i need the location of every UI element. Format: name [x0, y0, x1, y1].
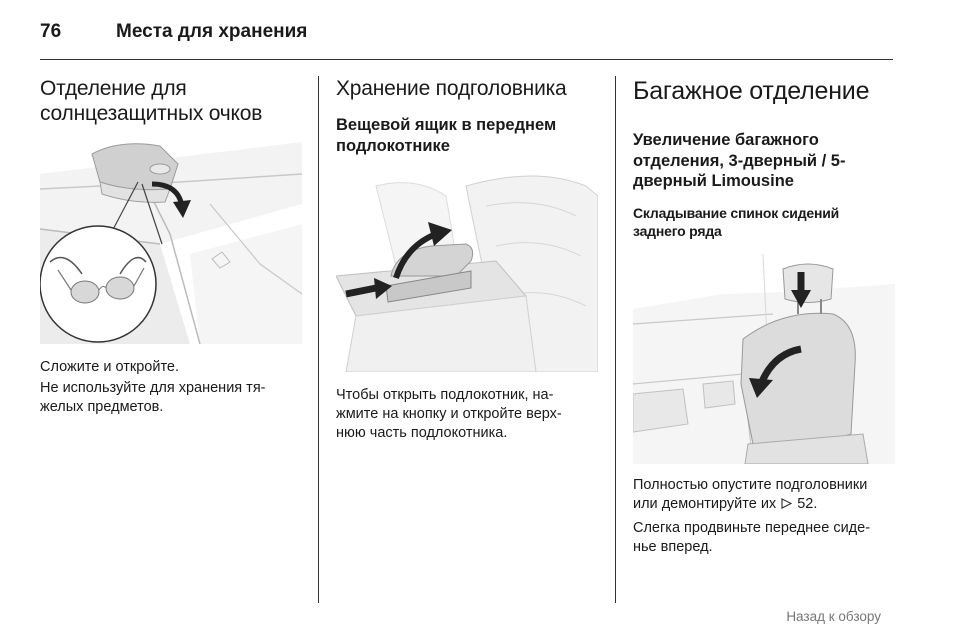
instruction-text: Сложите и откройте.	[40, 359, 180, 375]
instruction-text-line: Чтобы открыть подлокотник, на-	[336, 387, 554, 403]
section-heading-luggage: Багажное отделение	[633, 77, 870, 105]
subheading-armrest-box: Вещевой ящик в переднем подлокотнике	[336, 116, 557, 155]
instruction-text-part: или демонтируйте их	[633, 495, 777, 512]
page-number: 76	[40, 21, 62, 42]
column-divider-2	[615, 76, 616, 603]
section-heading-sunglasses: Отделение для солнцезащитных очков	[40, 77, 263, 125]
cross-reference-page[interactable]: 52.	[797, 495, 818, 512]
instruction-text-line: нюю часть подлокотника.	[336, 425, 508, 441]
column-luggage	[633, 76, 895, 557]
page-title: Места для хранения	[116, 21, 308, 42]
instruction-text-line	[633, 495, 895, 515]
rear-seat-folding-illustration	[633, 254, 895, 464]
back-to-overview-link[interactable]: Назад к обзору	[786, 609, 881, 624]
subheading-fold-backrests: Складывание спинок сидений заднего ряда	[633, 204, 840, 239]
warning-text-line: Не используйте для хранения тя-	[40, 380, 266, 396]
column-sunglasses	[40, 76, 302, 417]
sunglasses-compartment-illustration	[40, 134, 302, 344]
warning-text-line: желых предметов.	[40, 399, 164, 415]
column-divider-1	[318, 76, 319, 603]
section-heading-headrest: Хранение подголовника	[336, 77, 567, 100]
armrest-storage-illustration	[336, 166, 598, 372]
instruction-text-line: Полностью опустите подголовники	[633, 476, 868, 493]
cross-reference-arrow-icon[interactable]	[781, 496, 792, 515]
instruction-text-line: нье вперед.	[633, 538, 713, 555]
instruction-text-line: жмите на кнопку и откройте верх-	[336, 406, 562, 422]
instruction-text-line: Слегка продвиньте переднее сиде-	[633, 519, 871, 536]
subheading-expand-luggage: Увеличение багажного отделения, 3-дверный / 5-дверный Limousine	[633, 131, 846, 190]
column-headrest-storage	[336, 76, 598, 443]
header-rule	[40, 59, 893, 60]
